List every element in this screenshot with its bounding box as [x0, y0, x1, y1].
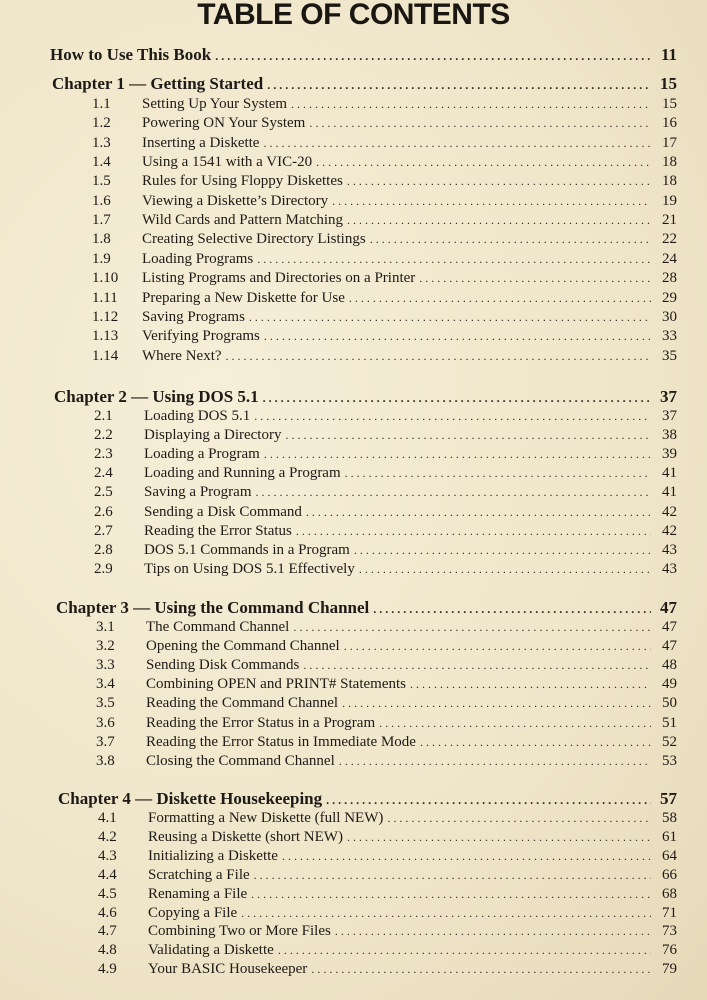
toc-section-row [94, 465, 677, 482]
section-number: 1.9 [92, 250, 111, 267]
section-title: Scratching a File [148, 866, 250, 883]
section-title: Opening the Command Channel [146, 638, 340, 655]
section-number: 3.6 [96, 714, 115, 731]
toc-section-row [92, 173, 677, 190]
section-number: 4.9 [98, 961, 117, 978]
section-page: 41 [662, 484, 677, 501]
chapter-heading [52, 74, 677, 94]
section-title: Initializing a Diskette [148, 847, 278, 864]
section-title: Inserting a Diskette [142, 134, 260, 151]
section-title: Combining Two or More Files [148, 923, 331, 940]
dot-leader [257, 252, 651, 267]
section-number: 1.3 [92, 134, 111, 151]
chapter-title: Chapter 3 — Using the Command Channel [56, 598, 370, 617]
section-number: 1.10 [92, 270, 119, 287]
section-title: Loading DOS 5.1 [144, 408, 251, 424]
toc-section-row [96, 695, 677, 712]
dot-leader [263, 136, 651, 151]
toc-section-row [96, 638, 677, 655]
toc-entry-title: How to Use This Book [50, 45, 212, 64]
section-number: 4.4 [98, 866, 117, 883]
section-page: 22 [662, 231, 677, 248]
section-number: 2.2 [94, 427, 113, 444]
toc-section-row [94, 561, 677, 578]
section-page: 47 [662, 619, 677, 635]
toc-section-row [96, 619, 677, 636]
dot-leader [339, 754, 651, 769]
dot-leader [345, 466, 651, 481]
chapter-title: Chapter 1 — Getting Started [52, 74, 264, 93]
section-title: Loading and Running a Program [144, 465, 341, 482]
section-number: 1.6 [92, 192, 111, 209]
toc-section-row [92, 154, 677, 171]
section-title: Creating Selective Directory Listings [142, 231, 366, 248]
section-number: 1.5 [92, 173, 111, 190]
section-page: 19 [662, 192, 677, 209]
toc-section-row [98, 867, 677, 884]
section-page: 24 [662, 250, 677, 267]
section-page: 76 [662, 942, 677, 959]
chapter-page: 15 [660, 74, 677, 93]
toc-section-row [98, 942, 677, 959]
dot-leader [254, 868, 651, 883]
section-title: Validating a Diskette [148, 942, 274, 959]
section-number: 4.3 [98, 847, 117, 864]
toc-section-row [96, 676, 677, 693]
section-title: Using a 1541 with a VIC-20 [142, 154, 313, 171]
section-number: 1.2 [92, 115, 111, 132]
toc-section-row [92, 135, 677, 152]
section-number: 1.1 [92, 96, 111, 112]
toc-section-row [94, 427, 677, 444]
dot-leader [373, 602, 651, 617]
section-page: 79 [662, 961, 677, 978]
section-number: 2.7 [94, 522, 113, 539]
section-page: 28 [662, 270, 677, 287]
toc-section-row [96, 715, 677, 732]
dot-leader [387, 811, 651, 826]
dot-leader [291, 97, 651, 112]
toc-section-row [92, 115, 677, 132]
section-number: 1.4 [92, 154, 111, 171]
toc-section-row [98, 829, 677, 846]
dot-leader [303, 658, 651, 673]
dot-leader [410, 677, 651, 692]
toc-section-row [98, 905, 677, 922]
toc-section-row [92, 96, 677, 113]
dot-leader [342, 696, 651, 711]
dot-leader [347, 830, 651, 845]
toc-section-row [94, 408, 677, 425]
section-title: Viewing a Diskette’s Directory [142, 192, 329, 209]
dot-leader [347, 213, 651, 228]
section-number: 1.13 [92, 328, 119, 345]
section-page: 18 [662, 173, 677, 190]
toc-section-row [92, 193, 677, 210]
toc-section-row [94, 542, 677, 559]
section-number: 1.14 [92, 347, 119, 364]
chapter-page: 47 [660, 598, 677, 617]
toc-section-row [92, 251, 677, 268]
toc-section-row [96, 753, 677, 770]
toc-section-row [96, 734, 677, 751]
section-title: Preparing a New Diskette for Use [142, 289, 345, 306]
section-page: 16 [662, 115, 677, 132]
section-number: 1.12 [92, 308, 119, 325]
section-title: Wild Cards and Pattern Matching [142, 212, 344, 229]
section-number: 1.11 [92, 289, 118, 306]
chapter-page: 37 [660, 387, 677, 406]
dot-leader [226, 349, 651, 364]
section-title: Saving Programs [142, 308, 245, 325]
section-title: Loading Programs [142, 250, 254, 267]
section-page: 41 [662, 465, 677, 482]
section-title: Closing the Command Channel [146, 752, 335, 769]
section-page: 52 [662, 733, 677, 750]
dot-leader [420, 735, 651, 750]
section-number: 3.7 [96, 733, 115, 750]
section-page: 50 [662, 695, 677, 712]
dot-leader [332, 194, 651, 209]
section-page: 58 [662, 810, 677, 826]
toc-section-row [92, 348, 677, 365]
section-number: 2.1 [94, 408, 113, 424]
section-title: Where Next? [142, 347, 222, 364]
section-page: 39 [662, 446, 677, 463]
chapter-page: 57 [660, 789, 677, 808]
dot-leader [326, 793, 651, 808]
section-number: 3.8 [96, 752, 115, 769]
dot-leader [249, 310, 651, 325]
toc-section-row [98, 810, 677, 827]
chapter-title: Chapter 4 — Diskette Housekeeping [58, 789, 323, 808]
dot-leader [255, 485, 651, 500]
toc-section-row [92, 309, 677, 326]
section-title: Combining OPEN and PRINT# Statements [146, 676, 406, 693]
section-page: 49 [662, 676, 677, 693]
dot-leader [293, 620, 651, 635]
section-title: Renaming a File [148, 885, 248, 902]
dot-leader [263, 391, 651, 406]
toc-section-row [98, 886, 677, 903]
dot-leader [335, 924, 651, 939]
section-title: Sending Disk Commands [146, 657, 300, 674]
dot-leader [306, 505, 651, 520]
dot-leader [264, 447, 651, 462]
dot-leader [215, 49, 651, 64]
dot-leader [278, 943, 651, 958]
section-page: 43 [662, 541, 677, 558]
dot-leader [359, 562, 651, 577]
section-title: Your BASIC Housekeeper [148, 961, 308, 978]
page-title: TABLE OF CONTENTS [197, 0, 510, 31]
toc-section-row [98, 923, 677, 940]
section-page: 35 [662, 347, 677, 364]
section-page: 37 [662, 408, 677, 424]
toc-section-row [92, 270, 677, 287]
section-number: 3.1 [96, 619, 115, 635]
section-title: Reading the Command Channel [146, 695, 339, 712]
section-title: The Command Channel [146, 619, 290, 635]
section-number: 4.6 [98, 904, 117, 921]
toc-section-row [98, 848, 677, 865]
section-page: 38 [662, 427, 677, 444]
section-number: 4.1 [98, 810, 117, 826]
section-title: Reading the Error Status [144, 522, 292, 539]
section-page: 15 [662, 96, 677, 112]
section-page: 61 [662, 828, 677, 845]
dot-leader [419, 271, 651, 286]
dot-leader [296, 524, 651, 539]
section-title: Reading the Error Status in a Program [146, 714, 376, 731]
section-page: 47 [662, 638, 677, 655]
section-page: 43 [662, 560, 677, 577]
toc-section-row [92, 212, 677, 229]
section-title: Saving a Program [144, 484, 252, 501]
toc-section-row [92, 328, 677, 345]
toc-section-row [94, 446, 677, 463]
toc-entry-page: 11 [660, 45, 677, 64]
section-number: 2.9 [94, 560, 113, 577]
dot-leader [285, 428, 651, 443]
toc-entry-intro [50, 45, 677, 65]
section-number: 2.5 [94, 484, 113, 501]
section-page: 33 [662, 328, 677, 345]
section-page: 42 [662, 503, 677, 520]
section-number: 4.5 [98, 885, 117, 902]
section-title: Displaying a Directory [144, 427, 282, 444]
toc-section-row [94, 523, 677, 540]
toc-section-row [96, 657, 677, 674]
toc-section-row [92, 231, 677, 248]
toc-section-row [98, 961, 677, 978]
section-page: 48 [662, 657, 677, 674]
dot-leader [349, 291, 651, 306]
section-number: 3.5 [96, 695, 115, 712]
dot-leader [344, 639, 651, 654]
section-title: Listing Programs and Directories on a Printer [142, 270, 416, 287]
dot-leader [254, 409, 651, 424]
toc-section-row [92, 290, 677, 307]
section-number: 2.8 [94, 541, 113, 558]
section-page: 29 [662, 289, 677, 306]
section-title: DOS 5.1 Commands in a Program [144, 541, 350, 558]
section-page: 73 [662, 923, 677, 940]
dot-leader [251, 887, 651, 902]
section-number: 3.3 [96, 657, 115, 674]
dot-leader [311, 962, 651, 977]
section-page: 68 [662, 885, 677, 902]
section-page: 42 [662, 522, 677, 539]
chapter-title: Chapter 2 — Using DOS 5.1 [54, 387, 259, 406]
dot-leader [241, 906, 651, 921]
section-title: Copying a File [148, 904, 238, 921]
section-page: 53 [662, 752, 677, 769]
section-number: 2.6 [94, 503, 113, 520]
section-number: 1.7 [92, 212, 111, 229]
dot-leader [370, 232, 651, 247]
chapter-heading [54, 387, 677, 407]
dot-leader [354, 543, 651, 558]
toc-section-row [94, 504, 677, 521]
section-number: 2.4 [94, 465, 113, 482]
section-title: Powering ON Your System [142, 115, 306, 132]
section-title: Reusing a Diskette (short NEW) [148, 828, 343, 845]
section-page: 71 [662, 904, 677, 921]
section-number: 4.2 [98, 828, 117, 845]
section-title: Sending a Disk Command [144, 503, 302, 520]
section-number: 4.7 [98, 923, 117, 940]
section-title: Formatting a New Diskette (full NEW) [148, 810, 384, 826]
section-page: 66 [662, 866, 677, 883]
section-number: 2.3 [94, 446, 113, 463]
section-number: 1.8 [92, 231, 111, 248]
dot-leader [347, 174, 651, 189]
section-title: Verifying Programs [142, 328, 260, 345]
section-page: 17 [662, 134, 677, 151]
section-page: 64 [662, 847, 677, 864]
section-page: 18 [662, 154, 677, 171]
dot-leader [309, 116, 651, 131]
section-number: 4.8 [98, 942, 117, 959]
dot-leader [316, 155, 651, 170]
section-title: Tips on Using DOS 5.1 Effectively [144, 560, 355, 577]
section-page: 21 [662, 212, 677, 229]
dot-leader [267, 78, 651, 93]
dot-leader [264, 329, 651, 344]
chapter-heading [56, 598, 677, 618]
section-title: Loading a Program [144, 446, 260, 463]
section-title: Rules for Using Floppy Diskettes [142, 173, 343, 190]
section-title: Setting Up Your System [142, 96, 288, 112]
section-number: 3.4 [96, 676, 115, 693]
toc-section-row [94, 484, 677, 501]
dot-leader [282, 849, 651, 864]
dot-leader [379, 716, 651, 731]
chapter-heading [58, 789, 677, 809]
section-page: 51 [662, 714, 677, 731]
section-page: 30 [662, 308, 677, 325]
section-number: 3.2 [96, 638, 115, 655]
section-title: Reading the Error Status in Immediate Mode [146, 733, 416, 750]
